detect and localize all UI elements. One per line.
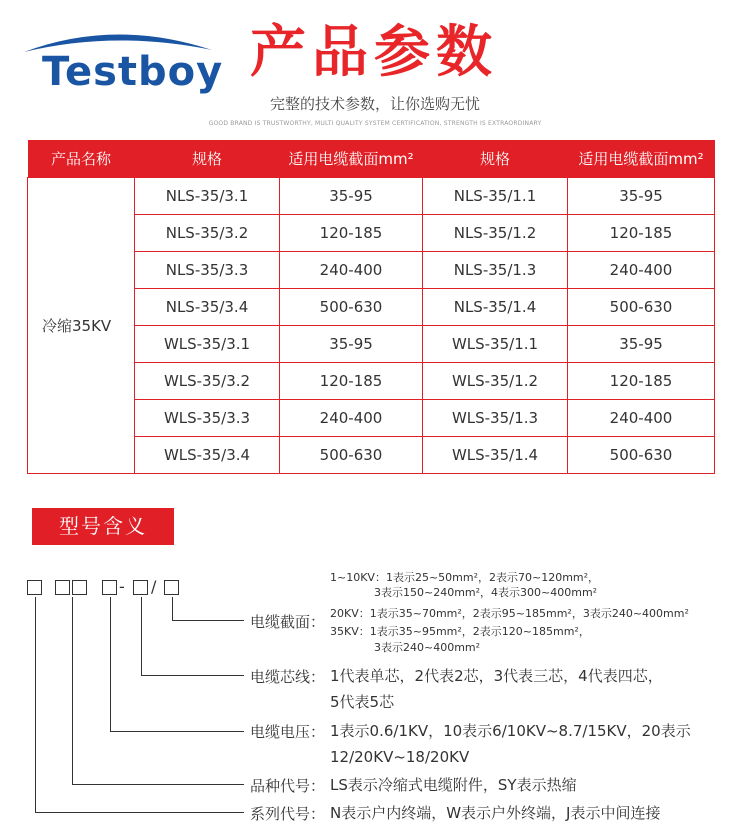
desc-voltage-line-2: 12/20KV~18/20KV (330, 748, 470, 766)
section-cell: 35-95 (280, 178, 423, 215)
label-cable-cores: 电缆芯线： (250, 668, 326, 686)
page-tagline: GOOD BRAND IS TRUSTWORTHY, MULTI QUALITY SYSTEM CERTIFICATION, STRENGTH IS EXTRAORDINARY (208, 120, 542, 127)
spec-cell: NLS-35/1.3 (423, 252, 568, 289)
spec-cell: NLS-35/3.3 (135, 252, 280, 289)
spec-cell: WLS-35/3.1 (135, 326, 280, 363)
desc-section-line-3: 20KV：1表示35~70mm²，2表示95~185mm²，3表示240~400mm² (330, 607, 689, 620)
spec-cell: WLS-35/3.4 (135, 437, 280, 474)
desc-cores-line-2: 5代表5芯 (330, 693, 395, 711)
desc-type-line-1: LS表示冷缩式电缆附件，SY表示热缩 (330, 776, 577, 794)
page-title: 产品参数 (250, 20, 498, 85)
section-cell: 120-185 (280, 363, 423, 400)
header-section-2: 适用电缆截面mm² (568, 140, 715, 178)
logo-text: Testboy (42, 49, 224, 95)
spec-cell: NLS-35/1.1 (423, 178, 568, 215)
desc-section-line-5: 3表示240~400mm² (374, 641, 481, 654)
desc-section-line-1: 1~10KV：1表示25~50mm²，2表示70~120mm²， (330, 571, 600, 584)
section-cell: 120-185 (568, 363, 715, 400)
section-cell: 120-185 (568, 215, 715, 252)
spec-cell: NLS-35/3.1 (135, 178, 280, 215)
section-cell: 35-95 (280, 326, 423, 363)
label-type-code: 品种代号： (250, 777, 326, 795)
section-cell: 500-630 (568, 437, 715, 474)
spec-cell: WLS-35/3.3 (135, 400, 280, 437)
spec-cell: NLS-35/1.2 (423, 215, 568, 252)
header-spec-2: 规格 (423, 140, 568, 178)
desc-voltage-line-1: 1表示0.6/1KV，10表示6/10KV~8.7/15KV，20表示 (330, 722, 691, 740)
label-cable-section: 电缆截面： (250, 613, 326, 631)
header-section-1: 适用电缆截面mm² (280, 140, 423, 178)
code-separator-dash: - (119, 577, 125, 596)
header-product-name: 产品名称 (28, 140, 135, 178)
section-cell: 500-630 (280, 289, 423, 326)
spec-cell: WLS-35/1.1 (423, 326, 568, 363)
spec-cell: NLS-35/3.2 (135, 215, 280, 252)
label-cable-voltage: 电缆电压： (250, 723, 326, 741)
section-cell: 500-630 (568, 289, 715, 326)
label-series-code: 系列代号： (250, 805, 326, 823)
section-cell: 240-400 (280, 252, 423, 289)
spec-cell: WLS-35/1.3 (423, 400, 568, 437)
section-cell: 120-185 (280, 215, 423, 252)
spec-cell: WLS-35/1.4 (423, 437, 568, 474)
model-meaning-tag: 型号含义 (32, 508, 174, 545)
section-cell: 35-95 (568, 326, 715, 363)
section-cell: 240-400 (568, 400, 715, 437)
spec-cell: NLS-35/3.4 (135, 289, 280, 326)
section-cell: 35-95 (568, 178, 715, 215)
spec-cell: NLS-35/1.4 (423, 289, 568, 326)
code-separator-slash: / (151, 577, 157, 596)
product-group-cell: 冷缩35KV (28, 178, 135, 474)
desc-section-line-4: 35KV：1表示35~95mm²，2表示120~185mm²， (330, 625, 590, 638)
spec-cell: WLS-35/3.2 (135, 363, 280, 400)
desc-series-line-1: N表示户内终端，W表示户外终端，J表示中间连接 (330, 804, 661, 822)
section-cell: 240-400 (280, 400, 423, 437)
section-cell: 500-630 (280, 437, 423, 474)
spec-cell: WLS-35/1.2 (423, 363, 568, 400)
page-subtitle: 完整的技术参数，让你选购无忧 (269, 95, 480, 113)
section-cell: 240-400 (568, 252, 715, 289)
desc-cores-line-1: 1代表单芯，2代表2芯，3代表三芯，4代表四芯， (330, 667, 663, 685)
header-spec-1: 规格 (135, 140, 280, 178)
desc-section-line-2: 3表示150~240mm²，4表示300~400mm² (374, 586, 598, 599)
